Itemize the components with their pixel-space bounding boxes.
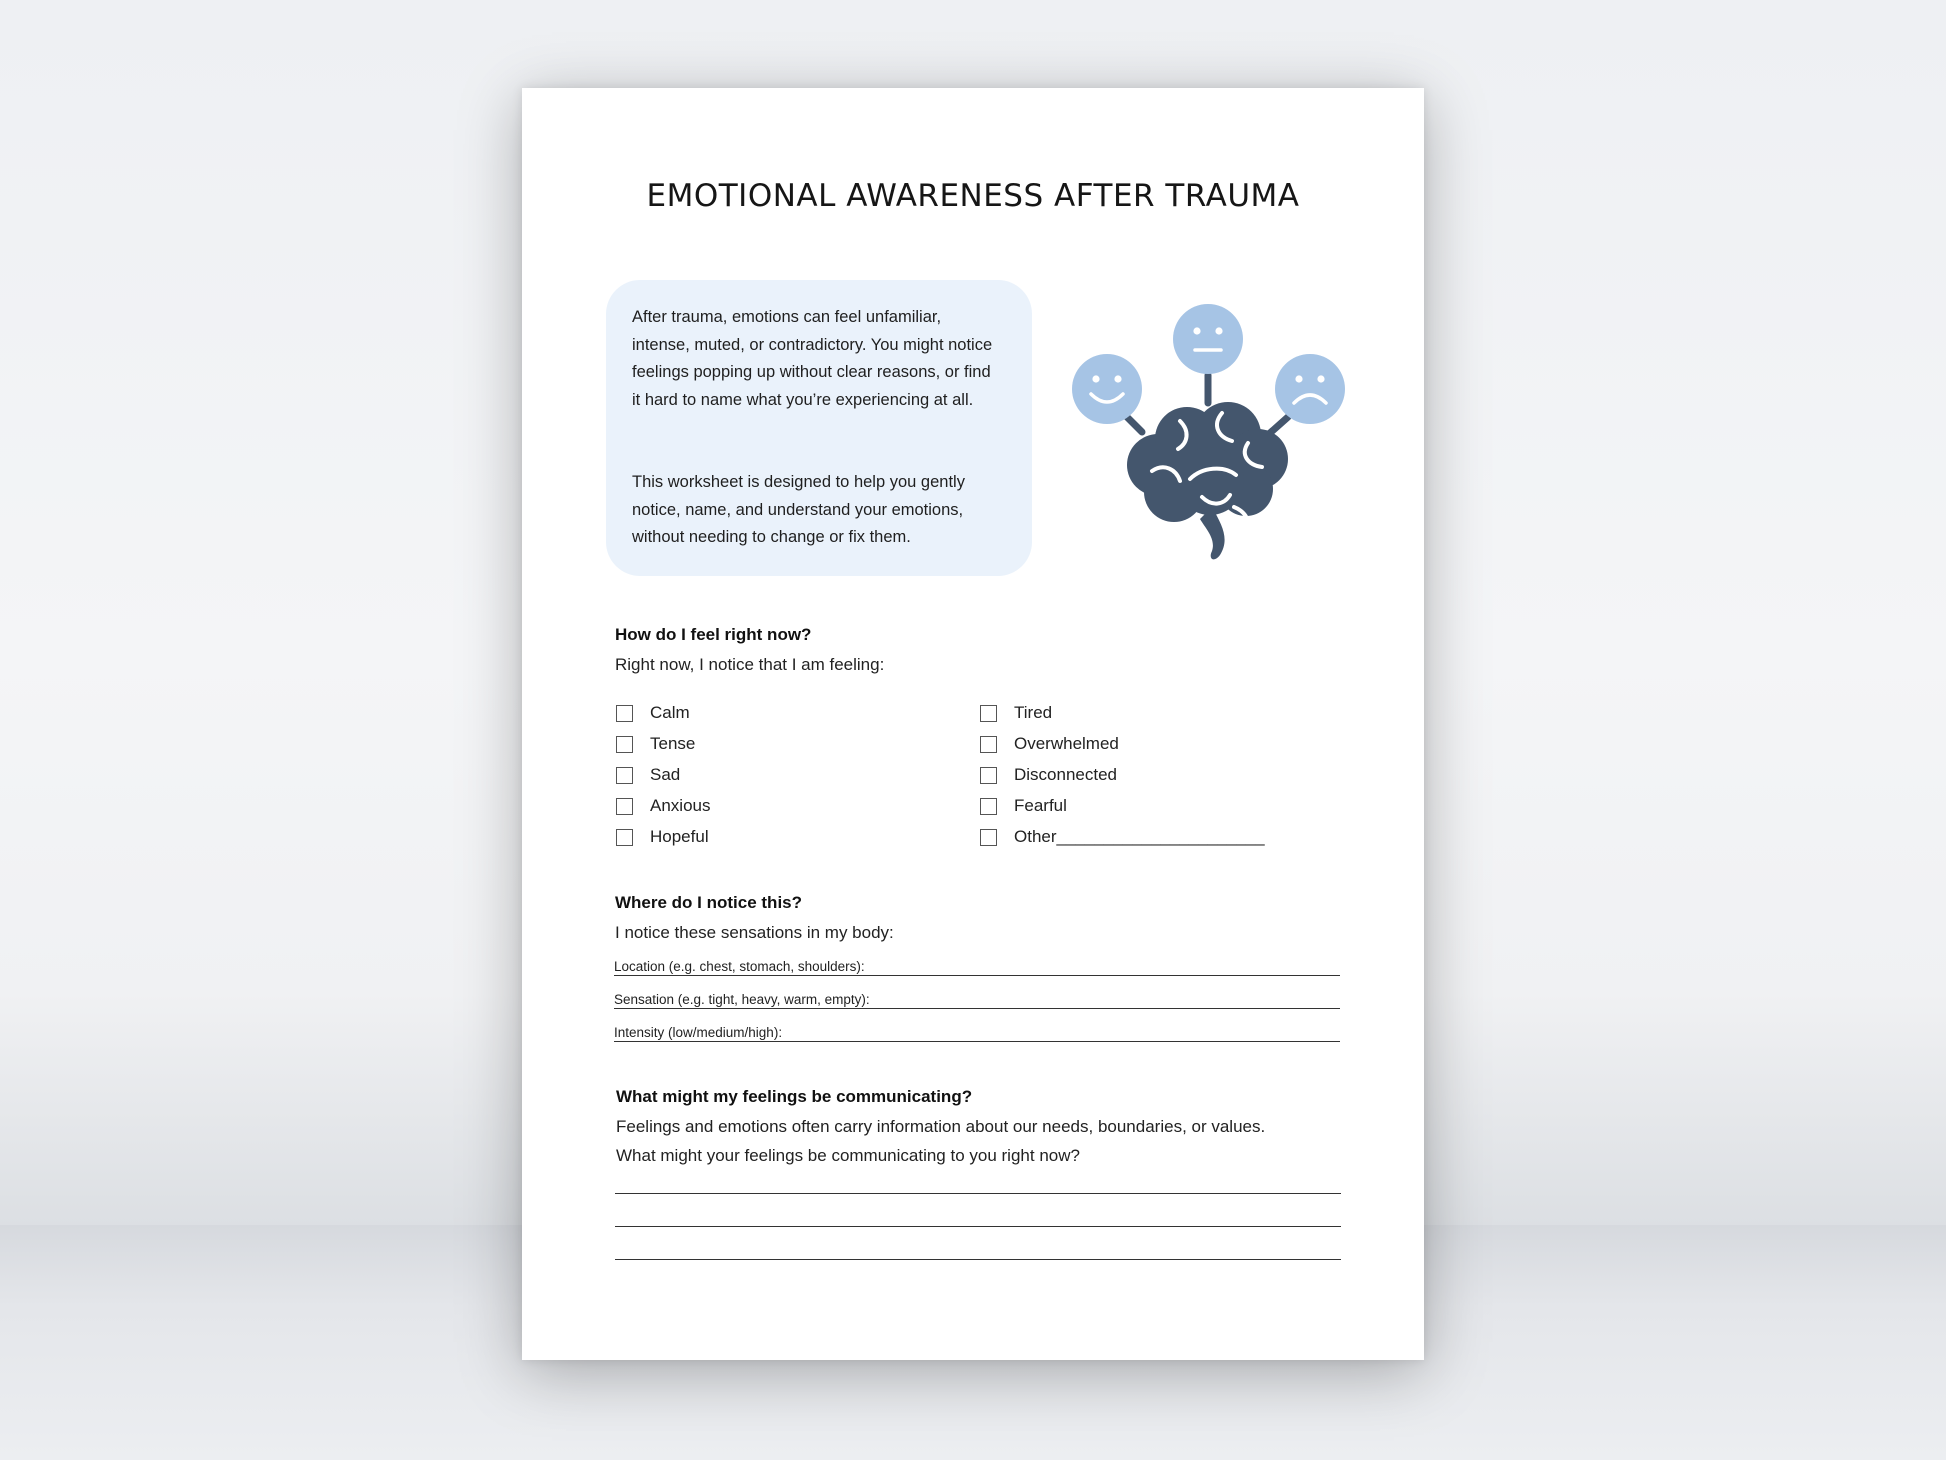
worksheet-title: EMOTIONAL AWARENESS AFTER TRAUMA <box>646 178 1300 214</box>
checkbox-calm[interactable] <box>616 702 690 724</box>
checkbox-label: Tense <box>650 734 696 753</box>
intro-paragraph-2: This worksheet is designed to help you gently notice, name, and understand your emotions, without needing to change or fix them. <box>632 473 965 546</box>
checkbox-box[interactable] <box>616 798 633 815</box>
section-1-prompt: Right now, I notice that I am feeling: <box>615 655 885 674</box>
location-field-label: Location (e.g. chest, stomach, shoulders): <box>614 959 865 974</box>
sensation-field-label: Sensation (e.g. tight, heavy, warm, empty): <box>614 992 870 1007</box>
sad-face-icon <box>1275 354 1345 424</box>
checkbox-label: Tired <box>1014 703 1053 722</box>
answer-line-1[interactable] <box>615 1193 1341 1194</box>
smiling-face-icon <box>1072 354 1142 424</box>
answer-line-2[interactable] <box>615 1226 1341 1227</box>
checkbox-sad[interactable] <box>616 764 680 786</box>
checkbox-fearful[interactable] <box>980 795 1067 817</box>
checkbox-box[interactable] <box>616 736 633 753</box>
checkbox-anxious[interactable] <box>616 795 710 817</box>
checkbox-label: Calm <box>650 703 690 722</box>
checkbox-tense[interactable] <box>616 733 695 755</box>
brain-emotions-illustration <box>1062 293 1362 573</box>
checkbox-label: Other______________________ <box>1014 827 1265 846</box>
checkbox-box[interactable] <box>980 767 997 784</box>
checkbox-box[interactable] <box>616 767 633 784</box>
section-3-prompt-line-1: Feelings and emotions often carry information about our needs, boundaries, or values. <box>616 1117 1266 1136</box>
checkbox-box[interactable] <box>616 829 633 846</box>
location-field[interactable] <box>614 949 1340 976</box>
checkbox-box[interactable] <box>980 705 997 722</box>
section-2-prompt: I notice these sensations in my body: <box>615 923 894 942</box>
intro-box <box>606 280 1032 576</box>
checkbox-box[interactable] <box>980 829 997 846</box>
connector-right <box>1270 417 1288 433</box>
checkbox-label: Hopeful <box>650 827 709 846</box>
connector-left <box>1127 417 1142 432</box>
intensity-field[interactable] <box>614 1015 1340 1042</box>
checkbox-other[interactable] <box>980 826 1265 848</box>
intro-paragraph-1: After trauma, emotions can feel unfamiliar, intense, muted, or contradictory. You might notice feelings popping up without clear reasons, or find it hard to name what you’re experiencing at all. <box>632 308 993 409</box>
checkbox-box[interactable] <box>980 798 997 815</box>
checkbox-disconnected[interactable] <box>980 764 1117 786</box>
neutral-face-icon <box>1173 304 1243 374</box>
checkbox-tired[interactable] <box>980 702 1052 724</box>
checkbox-hopeful[interactable] <box>616 826 709 848</box>
checkbox-label: Overwhelmed <box>1014 734 1119 753</box>
section-2-heading: Where do I notice this? <box>615 893 803 912</box>
checkbox-box[interactable] <box>980 736 997 753</box>
checkbox-label: Sad <box>650 765 681 784</box>
checkbox-label: Anxious <box>650 796 711 815</box>
section-3-prompt-line-2: What might your feelings be communicating to you right now? <box>616 1146 1080 1165</box>
worksheet-page <box>522 88 1424 1360</box>
checkbox-overwhelmed[interactable] <box>980 733 1119 755</box>
intensity-field-label: Intensity (low/medium/high): <box>614 1025 783 1040</box>
answer-line-3[interactable] <box>615 1259 1341 1260</box>
sensation-field[interactable] <box>614 982 1340 1009</box>
checkbox-box[interactable] <box>616 705 633 722</box>
checkbox-label: Fearful <box>1014 796 1067 815</box>
brain-icon <box>1127 402 1288 559</box>
section-1-heading: How do I feel right now? <box>615 625 812 644</box>
checkbox-label: Disconnected <box>1014 765 1118 784</box>
section-3-heading: What might my feelings be communicating? <box>616 1087 973 1106</box>
